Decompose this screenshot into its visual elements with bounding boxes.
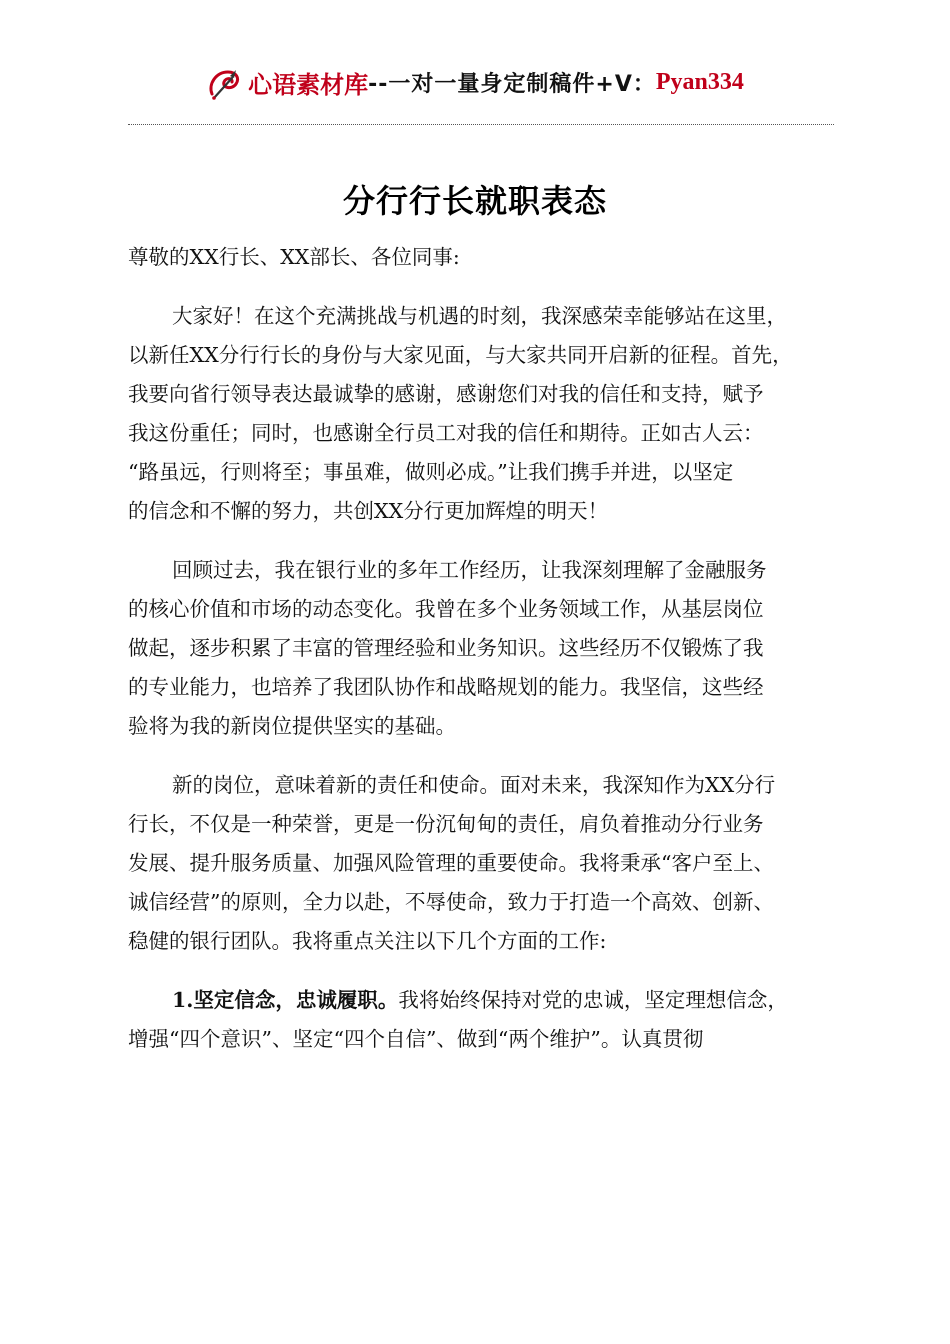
paragraph-line: 增强“四个意识”、坚定“四个自信”、做到“两个维护”。认真贯彻 — [128, 1027, 704, 1051]
quill-swirl-logo-icon — [206, 64, 246, 104]
brand-name: 心语素材库 — [248, 69, 369, 99]
paragraph-line: 诚信经营”的原则，全力以赴，不辱使命，致力于打造一个高效、创新、 — [128, 890, 774, 914]
paragraph-line: 的专业能力，也培养了我团队协作和战略规划的能力。我坚信，这些经 — [128, 675, 764, 699]
paragraph-4 — [128, 981, 840, 1059]
document-body — [128, 238, 840, 1059]
salutation: 尊敬的XX行长、XX部长、各位同事: — [128, 245, 460, 269]
page-header — [0, 58, 950, 106]
paragraph-1 — [128, 297, 840, 531]
section-heading: 1.坚定信念，忠诚履职。 — [172, 988, 399, 1012]
paragraph-line: 的信念和不懈的努力，共创XX分行更加辉煌的明天！ — [128, 499, 609, 523]
paragraph-line: 大家好！在这个充满挑战与机遇的时刻，我深感荣幸能够站在这里， — [172, 304, 787, 328]
paragraph-line: 以新任XX分行行长的身份与大家见面，与大家共同开启新的征程。首先， — [128, 343, 793, 367]
paragraph-line: “路虽远，行则将至；事虽难，做则必成。”让我们携手并进，以坚定 — [128, 460, 734, 484]
section-text: 我将始终保持对党的忠诚，坚定理想信念， — [398, 988, 788, 1012]
document-title: 分行行长就职表态 — [342, 182, 607, 220]
paragraph-3 — [128, 766, 840, 961]
paragraph-line: 新的岗位，意味着新的责任和使命。面对未来，我深知作为XX分行 — [172, 773, 776, 797]
header-divider — [128, 124, 834, 125]
paragraph-line: 回顾过去，我在银行业的多年工作经历，让我深刻理解了金融服务 — [172, 558, 767, 582]
paragraph-2 — [128, 551, 840, 746]
paragraph-line: 我这份重任；同时，也感谢全行员工对我的信任和期待。正如古人云： — [128, 421, 764, 445]
paragraph-line: 做起，逐步积累了丰富的管理经验和业务知识。这些经历不仅锻炼了我 — [128, 636, 764, 660]
paragraph-line: 行长，不仅是一种荣誉，更是一份沉甸甸的责任，肩负着推动分行业务 — [128, 812, 764, 836]
paragraph-line: 验将为我的新岗位提供坚实的基础。 — [128, 714, 456, 738]
paragraph-line: 的核心价值和市场的动态变化。我曾在多个业务领域工作，从基层岗位 — [128, 597, 764, 621]
paragraph-line: 稳健的银行团队。我将重点关注以下几个方面的工作: — [128, 929, 607, 953]
header-tagline: --一对一量身定制稿件+V： — [368, 71, 656, 97]
paragraph-line: 我要向省行领导表达最诚挚的感谢，感谢您们对我的信任和支持，赋予 — [128, 382, 764, 406]
contact-id: Pyan334 — [655, 68, 744, 95]
paragraph-line — [128, 981, 840, 1020]
paragraph-line: 发展、提升服务质量、加强风险管理的重要使命。我将秉承“客户至上、 — [128, 851, 774, 875]
